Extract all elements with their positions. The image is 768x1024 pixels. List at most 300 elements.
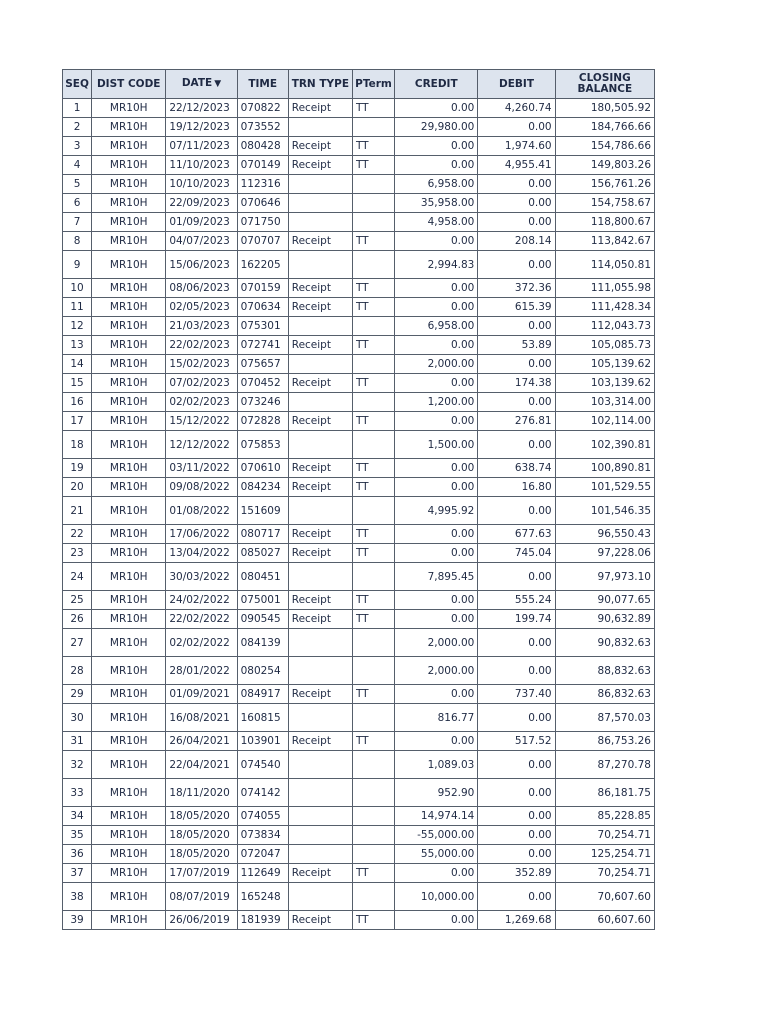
cell-seq: 7	[63, 213, 92, 232]
cell-closing-balance: 102,114.00	[555, 412, 654, 431]
cell-time: 080254	[237, 657, 288, 685]
cell-time: 112316	[237, 175, 288, 194]
cell-seq: 11	[63, 298, 92, 317]
cell-credit: 2,994.83	[395, 251, 478, 279]
cell-time: 080717	[237, 525, 288, 544]
cell-dist-code: MR10H	[92, 563, 166, 591]
table-row[interactable]	[63, 232, 655, 251]
table-row[interactable]	[63, 393, 655, 412]
cell-credit: 7,895.45	[395, 563, 478, 591]
cell-debit: 0.00	[478, 807, 555, 826]
table-row[interactable]	[63, 317, 655, 336]
cell-pterm: TT	[352, 232, 394, 251]
cell-trn-type: Receipt	[288, 478, 352, 497]
table-row[interactable]	[63, 137, 655, 156]
cell-time: 165248	[237, 883, 288, 911]
table-row[interactable]	[63, 779, 655, 807]
table-row[interactable]	[63, 629, 655, 657]
cell-debit: 0.00	[478, 355, 555, 374]
table-row[interactable]	[63, 478, 655, 497]
table-row[interactable]	[63, 563, 655, 591]
cell-dist-code: MR10H	[92, 317, 166, 336]
cell-time: 162205	[237, 251, 288, 279]
cell-time: 080451	[237, 563, 288, 591]
cell-trn-type: Receipt	[288, 591, 352, 610]
table-row[interactable]	[63, 911, 655, 930]
cell-time: 070159	[237, 279, 288, 298]
cell-trn-type	[288, 751, 352, 779]
table-row[interactable]	[63, 751, 655, 779]
cell-trn-type	[288, 657, 352, 685]
cell-seq: 9	[63, 251, 92, 279]
cell-credit: 55,000.00	[395, 845, 478, 864]
cell-debit: 16.80	[478, 478, 555, 497]
cell-date: 10/10/2023	[166, 175, 237, 194]
cell-debit: 0.00	[478, 194, 555, 213]
table-row[interactable]	[63, 374, 655, 393]
cell-date: 09/08/2022	[166, 478, 237, 497]
cell-closing-balance: 90,832.63	[555, 629, 654, 657]
cell-date: 16/08/2021	[166, 704, 237, 732]
cell-date: 02/05/2023	[166, 298, 237, 317]
cell-seq: 33	[63, 779, 92, 807]
cell-dist-code: MR10H	[92, 911, 166, 930]
cell-closing-balance: 180,505.92	[555, 99, 654, 118]
cell-seq: 15	[63, 374, 92, 393]
table-row[interactable]	[63, 864, 655, 883]
header-pterm[interactable]: PTerm	[352, 70, 394, 99]
cell-closing-balance: 111,428.34	[555, 298, 654, 317]
sort-desc-icon: ▼	[214, 79, 222, 89]
cell-credit: 6,958.00	[395, 317, 478, 336]
cell-debit: 615.39	[478, 298, 555, 317]
cell-trn-type: Receipt	[288, 911, 352, 930]
table-row[interactable]	[63, 175, 655, 194]
cell-time: 070610	[237, 459, 288, 478]
cell-date: 08/06/2023	[166, 279, 237, 298]
cell-closing-balance: 96,550.43	[555, 525, 654, 544]
table-row[interactable]	[63, 355, 655, 374]
cell-debit: 638.74	[478, 459, 555, 478]
cell-closing-balance: 103,314.00	[555, 393, 654, 412]
table-row[interactable]	[63, 412, 655, 431]
cell-debit: 0.00	[478, 251, 555, 279]
cell-closing-balance: 112,043.73	[555, 317, 654, 336]
cell-trn-type	[288, 563, 352, 591]
cell-debit: 199.74	[478, 610, 555, 629]
cell-credit: 4,995.92	[395, 497, 478, 525]
cell-seq: 37	[63, 864, 92, 883]
cell-pterm: TT	[352, 525, 394, 544]
cell-pterm	[352, 779, 394, 807]
cell-closing-balance: 60,607.60	[555, 911, 654, 930]
cell-time: 072828	[237, 412, 288, 431]
cell-time: 070707	[237, 232, 288, 251]
cell-dist-code: MR10H	[92, 118, 166, 137]
cell-credit: 0.00	[395, 478, 478, 497]
cell-credit: 0.00	[395, 156, 478, 175]
cell-seq: 28	[63, 657, 92, 685]
cell-debit: 0.00	[478, 317, 555, 336]
cell-pterm: TT	[352, 336, 394, 355]
cell-date: 24/02/2022	[166, 591, 237, 610]
cell-dist-code: MR10H	[92, 213, 166, 232]
cell-credit: 1,200.00	[395, 393, 478, 412]
cell-seq: 17	[63, 412, 92, 431]
cell-dist-code: MR10H	[92, 137, 166, 156]
cell-closing-balance: 149,803.26	[555, 156, 654, 175]
cell-closing-balance: 125,254.71	[555, 845, 654, 864]
cell-trn-type	[288, 807, 352, 826]
table-row[interactable]	[63, 732, 655, 751]
cell-closing-balance: 86,832.63	[555, 685, 654, 704]
cell-dist-code: MR10H	[92, 251, 166, 279]
cell-pterm: TT	[352, 732, 394, 751]
header-seq[interactable]: SEQ	[63, 70, 92, 99]
cell-seq: 31	[63, 732, 92, 751]
cell-trn-type	[288, 497, 352, 525]
cell-debit: 555.24	[478, 591, 555, 610]
cell-dist-code: MR10H	[92, 431, 166, 459]
cell-closing-balance: 90,077.65	[555, 591, 654, 610]
cell-credit: 0.00	[395, 336, 478, 355]
cell-time: 070646	[237, 194, 288, 213]
cell-date: 01/08/2022	[166, 497, 237, 525]
cell-time: 090545	[237, 610, 288, 629]
cell-debit: 1,974.60	[478, 137, 555, 156]
cell-date: 19/12/2023	[166, 118, 237, 137]
cell-seq: 29	[63, 685, 92, 704]
cell-time: 084917	[237, 685, 288, 704]
cell-seq: 35	[63, 826, 92, 845]
cell-credit: 0.00	[395, 298, 478, 317]
cell-date: 17/07/2019	[166, 864, 237, 883]
cell-closing-balance: 102,390.81	[555, 431, 654, 459]
cell-pterm: TT	[352, 591, 394, 610]
cell-dist-code: MR10H	[92, 629, 166, 657]
cell-seq: 12	[63, 317, 92, 336]
cell-seq: 4	[63, 156, 92, 175]
cell-dist-code: MR10H	[92, 883, 166, 911]
cell-date: 18/05/2020	[166, 845, 237, 864]
header-closing-balance-line1: CLOSING	[578, 72, 631, 84]
cell-pterm: TT	[352, 99, 394, 118]
cell-credit: 0.00	[395, 544, 478, 563]
header-dist-code[interactable]: DIST CODE	[92, 70, 166, 99]
cell-trn-type	[288, 779, 352, 807]
cell-closing-balance: 90,632.89	[555, 610, 654, 629]
cell-pterm: TT	[352, 478, 394, 497]
cell-closing-balance: 103,139.62	[555, 374, 654, 393]
cell-dist-code: MR10H	[92, 298, 166, 317]
cell-date: 12/12/2022	[166, 431, 237, 459]
cell-trn-type	[288, 826, 352, 845]
cell-time: 072047	[237, 845, 288, 864]
cell-seq: 1	[63, 99, 92, 118]
cell-dist-code: MR10H	[92, 232, 166, 251]
cell-seq: 20	[63, 478, 92, 497]
table-row[interactable]	[63, 657, 655, 685]
cell-pterm	[352, 845, 394, 864]
cell-trn-type	[288, 118, 352, 137]
cell-date: 02/02/2022	[166, 629, 237, 657]
cell-closing-balance: 87,570.03	[555, 704, 654, 732]
table-row[interactable]	[63, 156, 655, 175]
cell-time: 073552	[237, 118, 288, 137]
table-row[interactable]	[63, 610, 655, 629]
cell-pterm	[352, 563, 394, 591]
cell-dist-code: MR10H	[92, 279, 166, 298]
cell-seq: 39	[63, 911, 92, 930]
table-row[interactable]	[63, 279, 655, 298]
cell-dist-code: MR10H	[92, 459, 166, 478]
cell-debit: 0.00	[478, 393, 555, 412]
cell-date: 22/02/2022	[166, 610, 237, 629]
cell-date: 18/11/2020	[166, 779, 237, 807]
cell-seq: 36	[63, 845, 92, 864]
cell-seq: 38	[63, 883, 92, 911]
cell-dist-code: MR10H	[92, 156, 166, 175]
cell-credit: 35,958.00	[395, 194, 478, 213]
cell-date: 18/05/2020	[166, 807, 237, 826]
cell-closing-balance: 85,228.85	[555, 807, 654, 826]
cell-date: 26/04/2021	[166, 732, 237, 751]
cell-pterm	[352, 194, 394, 213]
table-row[interactable]	[63, 99, 655, 118]
cell-time: 075657	[237, 355, 288, 374]
cell-seq: 10	[63, 279, 92, 298]
cell-credit: 1,089.03	[395, 751, 478, 779]
cell-seq: 21	[63, 497, 92, 525]
cell-pterm	[352, 751, 394, 779]
cell-date: 03/11/2022	[166, 459, 237, 478]
cell-pterm	[352, 497, 394, 525]
cell-credit: 2,000.00	[395, 355, 478, 374]
cell-dist-code: MR10H	[92, 194, 166, 213]
cell-pterm	[352, 118, 394, 137]
cell-date: 15/06/2023	[166, 251, 237, 279]
cell-credit: 4,958.00	[395, 213, 478, 232]
header-trn-type[interactable]: TRN TYPE	[288, 70, 352, 99]
cell-seq: 14	[63, 355, 92, 374]
cell-pterm: TT	[352, 279, 394, 298]
cell-debit: 0.00	[478, 563, 555, 591]
cell-time: 160815	[237, 704, 288, 732]
table-row[interactable]	[63, 826, 655, 845]
cell-dist-code: MR10H	[92, 336, 166, 355]
cell-closing-balance: 101,546.35	[555, 497, 654, 525]
table-row[interactable]	[63, 213, 655, 232]
table-row[interactable]	[63, 685, 655, 704]
cell-pterm: TT	[352, 911, 394, 930]
cell-trn-type: Receipt	[288, 412, 352, 431]
cell-dist-code: MR10H	[92, 779, 166, 807]
header-debit[interactable]: DEBIT	[478, 70, 555, 99]
cell-pterm: TT	[352, 864, 394, 883]
header-row	[63, 70, 655, 99]
cell-credit: 0.00	[395, 232, 478, 251]
cell-closing-balance: 118,800.67	[555, 213, 654, 232]
cell-pterm	[352, 213, 394, 232]
cell-date: 30/03/2022	[166, 563, 237, 591]
cell-date: 18/05/2020	[166, 826, 237, 845]
cell-credit: 0.00	[395, 412, 478, 431]
cell-date: 02/02/2023	[166, 393, 237, 412]
cell-debit: 0.00	[478, 497, 555, 525]
cell-debit: 0.00	[478, 118, 555, 137]
cell-debit: 517.52	[478, 732, 555, 751]
cell-trn-type: Receipt	[288, 864, 352, 883]
cell-pterm	[352, 807, 394, 826]
cell-dist-code: MR10H	[92, 845, 166, 864]
cell-credit: 2,000.00	[395, 657, 478, 685]
cell-closing-balance: 97,973.10	[555, 563, 654, 591]
cell-date: 22/02/2023	[166, 336, 237, 355]
cell-time: 071750	[237, 213, 288, 232]
cell-pterm	[352, 355, 394, 374]
cell-dist-code: MR10H	[92, 826, 166, 845]
header-credit[interactable]: CREDIT	[395, 70, 478, 99]
cell-time: 070452	[237, 374, 288, 393]
cell-time: 151609	[237, 497, 288, 525]
table-row[interactable]	[63, 497, 655, 525]
table-row[interactable]	[63, 883, 655, 911]
cell-seq: 2	[63, 118, 92, 137]
cell-trn-type	[288, 393, 352, 412]
cell-date: 01/09/2021	[166, 685, 237, 704]
cell-trn-type	[288, 317, 352, 336]
cell-credit: -55,000.00	[395, 826, 478, 845]
table-row[interactable]	[63, 807, 655, 826]
cell-closing-balance: 70,607.60	[555, 883, 654, 911]
cell-pterm	[352, 657, 394, 685]
cell-credit: 0.00	[395, 732, 478, 751]
table-row[interactable]	[63, 591, 655, 610]
cell-trn-type	[288, 431, 352, 459]
cell-trn-type: Receipt	[288, 459, 352, 478]
cell-closing-balance: 101,529.55	[555, 478, 654, 497]
table-row[interactable]	[63, 459, 655, 478]
cell-debit: 0.00	[478, 883, 555, 911]
cell-closing-balance: 100,890.81	[555, 459, 654, 478]
cell-debit: 745.04	[478, 544, 555, 563]
cell-pterm	[352, 175, 394, 194]
cell-time: 084234	[237, 478, 288, 497]
cell-debit: 0.00	[478, 751, 555, 779]
cell-seq: 25	[63, 591, 92, 610]
cell-pterm: TT	[352, 137, 394, 156]
cell-trn-type	[288, 194, 352, 213]
cell-seq: 8	[63, 232, 92, 251]
cell-dist-code: MR10H	[92, 175, 166, 194]
cell-seq: 13	[63, 336, 92, 355]
cell-credit: 816.77	[395, 704, 478, 732]
cell-time: 085027	[237, 544, 288, 563]
cell-debit: 53.89	[478, 336, 555, 355]
cell-pterm	[352, 251, 394, 279]
cell-dist-code: MR10H	[92, 685, 166, 704]
cell-time: 075001	[237, 591, 288, 610]
cell-closing-balance: 105,139.62	[555, 355, 654, 374]
cell-debit: 4,955.41	[478, 156, 555, 175]
cell-seq: 26	[63, 610, 92, 629]
table-row[interactable]	[63, 194, 655, 213]
cell-date: 22/09/2023	[166, 194, 237, 213]
cell-trn-type: Receipt	[288, 336, 352, 355]
cell-credit: 0.00	[395, 864, 478, 883]
cell-closing-balance: 113,842.67	[555, 232, 654, 251]
cell-credit: 0.00	[395, 591, 478, 610]
table-header	[63, 70, 655, 99]
cell-dist-code: MR10H	[92, 355, 166, 374]
cell-closing-balance: 111,055.98	[555, 279, 654, 298]
cell-date: 17/06/2022	[166, 525, 237, 544]
cell-closing-balance: 86,753.26	[555, 732, 654, 751]
cell-credit: 0.00	[395, 279, 478, 298]
header-time[interactable]: TIME	[237, 70, 288, 99]
cell-credit: 0.00	[395, 610, 478, 629]
cell-debit: 0.00	[478, 845, 555, 864]
table-row[interactable]	[63, 336, 655, 355]
cell-pterm	[352, 317, 394, 336]
cell-debit: 352.89	[478, 864, 555, 883]
cell-dist-code: MR10H	[92, 657, 166, 685]
cell-credit: 29,980.00	[395, 118, 478, 137]
table-row[interactable]	[63, 525, 655, 544]
cell-debit: 0.00	[478, 826, 555, 845]
cell-closing-balance: 156,761.26	[555, 175, 654, 194]
cell-trn-type: Receipt	[288, 732, 352, 751]
cell-date: 26/06/2019	[166, 911, 237, 930]
header-closing-balance-line2: BALANCE	[577, 83, 633, 95]
cell-closing-balance: 87,270.78	[555, 751, 654, 779]
cell-date: 22/04/2021	[166, 751, 237, 779]
cell-debit: 0.00	[478, 779, 555, 807]
cell-debit: 0.00	[478, 175, 555, 194]
cell-trn-type	[288, 629, 352, 657]
cell-credit: 1,500.00	[395, 431, 478, 459]
cell-pterm: TT	[352, 610, 394, 629]
cell-dist-code: MR10H	[92, 732, 166, 751]
table-row[interactable]	[63, 704, 655, 732]
header-closing-balance[interactable]	[555, 70, 654, 99]
header-date[interactable]	[166, 70, 237, 99]
cell-debit: 174.38	[478, 374, 555, 393]
cell-trn-type	[288, 845, 352, 864]
cell-trn-type: Receipt	[288, 544, 352, 563]
table-row[interactable]	[63, 251, 655, 279]
table-row[interactable]	[63, 431, 655, 459]
cell-pterm: TT	[352, 298, 394, 317]
header-date-label: DATE	[181, 77, 213, 89]
table-row[interactable]	[63, 298, 655, 317]
cell-dist-code: MR10H	[92, 591, 166, 610]
cell-seq: 24	[63, 563, 92, 591]
table-row[interactable]	[63, 544, 655, 563]
cell-credit: 2,000.00	[395, 629, 478, 657]
cell-dist-code: MR10H	[92, 807, 166, 826]
cell-time: 112649	[237, 864, 288, 883]
cell-debit: 0.00	[478, 657, 555, 685]
cell-seq: 32	[63, 751, 92, 779]
cell-date: 08/07/2019	[166, 883, 237, 911]
cell-seq: 27	[63, 629, 92, 657]
cell-date: 21/03/2023	[166, 317, 237, 336]
cell-trn-type: Receipt	[288, 279, 352, 298]
table-row[interactable]	[63, 845, 655, 864]
table-row[interactable]	[63, 118, 655, 137]
cell-pterm: TT	[352, 412, 394, 431]
